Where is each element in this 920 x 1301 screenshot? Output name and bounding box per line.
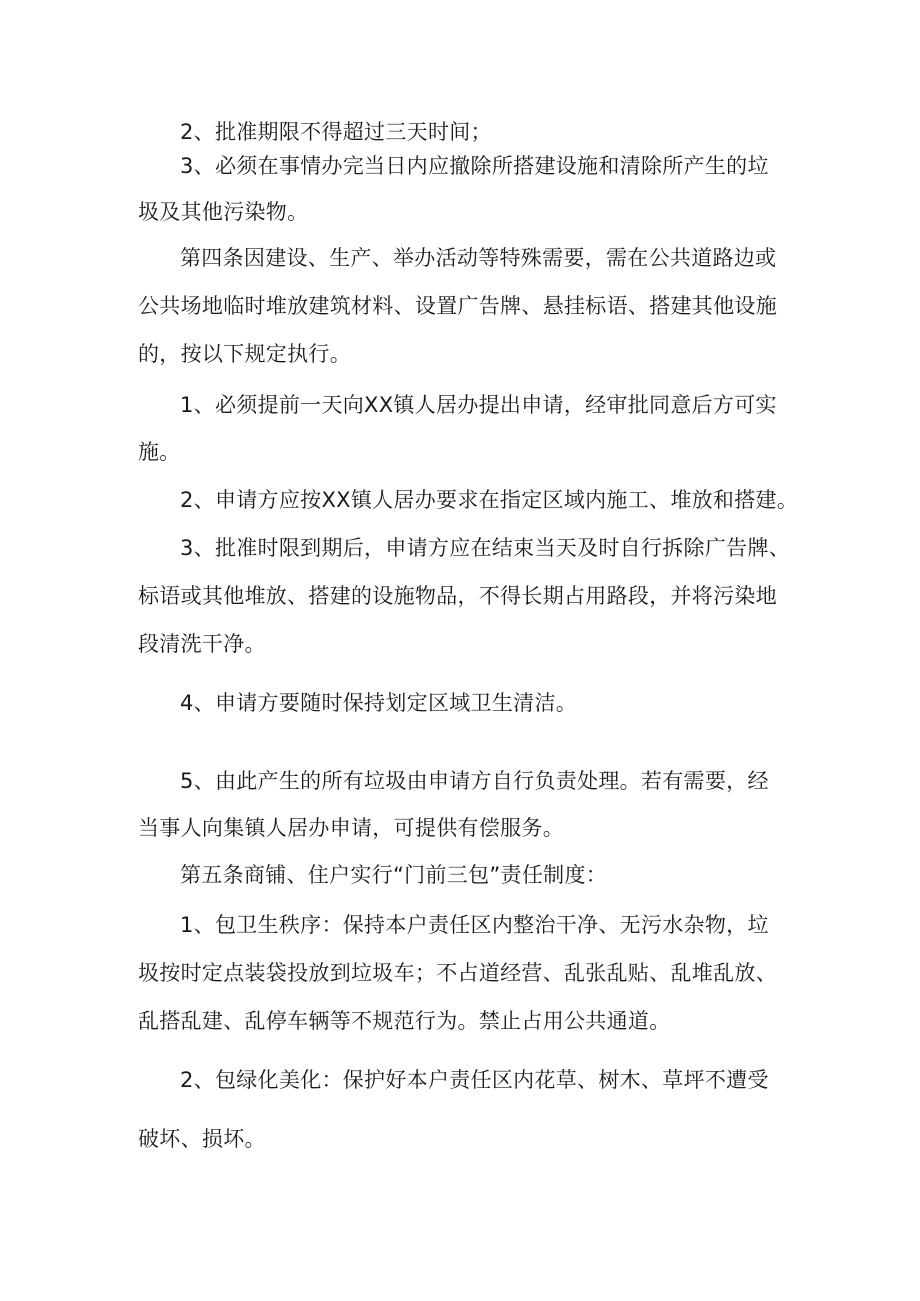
text-line: 当事人向集镇人居办申请，可提供有偿服务。 — [138, 816, 564, 840]
text-line: 第四条因建设、生产、举办活动等特殊需要，需在公共道路边或 — [180, 246, 777, 270]
text-line: 施。 — [138, 440, 181, 464]
text-line: 圾及其他污染物。 — [138, 200, 309, 224]
text-line: 标语或其他堆放、搭建的设施物品，不得长期占用路段，并将污染地 — [138, 584, 777, 608]
text-line: 3、必须在事情办完当日内应撤除所搭建设施和清除所产生的垃 — [180, 154, 769, 178]
text-line: 3、批准时限到期后，申请方应在结束当天及时自行拆除广告牌、 — [180, 536, 791, 560]
text-line: 破坏、损坏。 — [138, 1127, 266, 1151]
text-line: 4、申请方要随时保持划定区域卫生清洁。 — [180, 691, 578, 715]
text-line: 第五条商铺、住户实行“门前三包”责任制度： — [180, 863, 608, 887]
text-line: 乱搭乱建、乱停车辆等不规范行为。禁止占用公共通道。 — [138, 1009, 671, 1033]
text-line: 段清洗干净。 — [138, 632, 266, 656]
text-line: 2、批准期限不得超过三天时间； — [180, 120, 492, 144]
text-line: 2、包绿化美化：保护好本户责任区内花草、树木、草坪不遭受 — [180, 1068, 769, 1092]
text-line: 公共场地临时堆放建筑材料、设置广告牌、悬挂标语、搭建其他设施 — [138, 294, 777, 318]
text-line: 的，按以下规定执行。 — [138, 342, 351, 366]
text-line: 圾按时定点装袋投放到垃圾车；不占道经营、乱张乱贴、乱堆乱放、 — [138, 961, 777, 985]
text-line: 2、申请方应按XX镇人居办要求在指定区域内施工、堆放和搭建。 — [180, 488, 799, 512]
text-line: 1、必须提前一天向XX镇人居办提出申请，经审批同意后方可实 — [180, 393, 777, 417]
text-line: 5、由此产生的所有垃圾由申请方自行负责处理。若有需要，经 — [180, 769, 769, 793]
text-line: 1、包卫生秩序：保持本户责任区内整治干净、无污水杂物，垃 — [180, 913, 769, 937]
